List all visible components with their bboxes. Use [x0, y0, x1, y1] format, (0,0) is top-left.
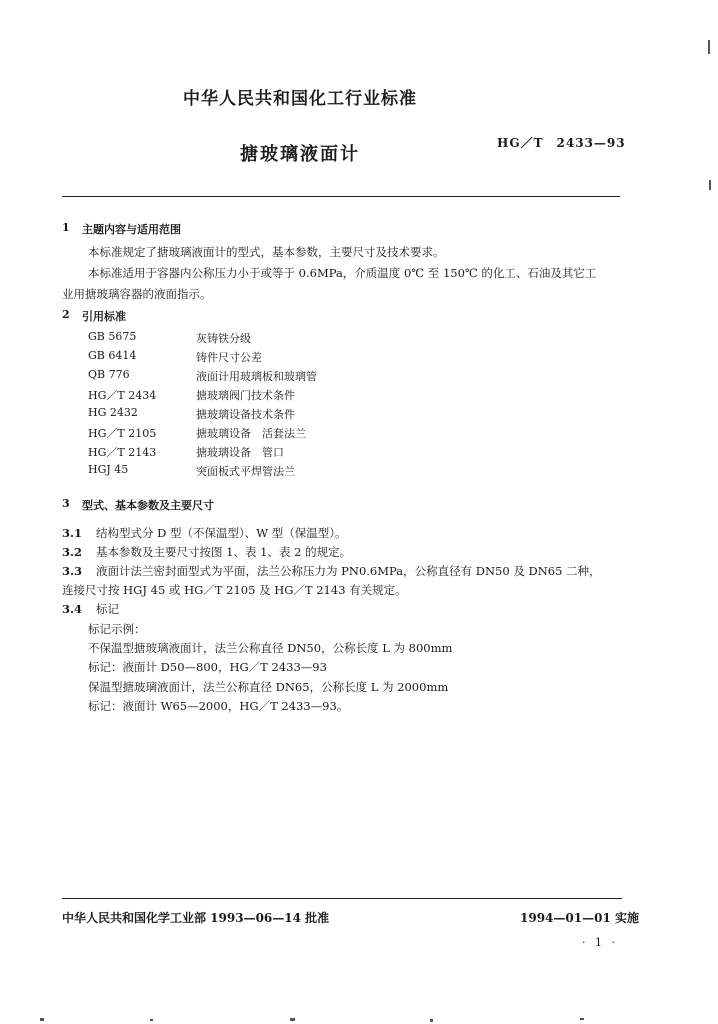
reference-code: HG 2432 — [88, 406, 138, 419]
scan-speck — [709, 180, 711, 190]
reference-description: 液面计用玻璃板和玻璃管 — [196, 370, 317, 383]
standard-code: HG／T 2433—93 — [497, 136, 626, 150]
marking-example-2-mark: 标记：液面计 W65—2000，HG／T 2433—93。 — [88, 699, 349, 713]
marking-example-1-description: 不保温型搪玻璃液面计，法兰公称直径 DN50，公称长度 L 为 800mm — [88, 641, 453, 655]
marking-example-label: 标记示例： — [88, 622, 146, 636]
clause-3-3-number: 3.3 — [62, 564, 83, 578]
section-3-number: 3 — [62, 497, 70, 510]
section-1-heading: 主题内容与适用范围 — [82, 223, 181, 236]
section-1-number: 1 — [62, 221, 70, 234]
section-2-heading: 引用标准 — [82, 310, 126, 323]
page-number: · 1 · — [582, 936, 618, 949]
reference-description: 搪玻璃设备 管口 — [196, 446, 284, 459]
section-3-heading: 型式、基本参数及主要尺寸 — [82, 499, 214, 512]
clause-3-4-number: 3.4 — [62, 602, 83, 616]
section-2-number: 2 — [62, 308, 70, 321]
reference-code: QB 776 — [88, 368, 130, 381]
document-title: 搪玻璃液面计 — [240, 144, 360, 165]
scan-speck — [150, 1019, 153, 1021]
reference-description: 搪玻璃设备技术条件 — [196, 408, 295, 421]
header-divider — [62, 196, 620, 197]
reference-description: 突面板式平焊管法兰 — [196, 465, 295, 478]
clause-3-1-number: 3.1 — [62, 526, 83, 540]
reference-description: 搪玻璃阀门技术条件 — [196, 389, 295, 402]
reference-description: 铸件尺寸公差 — [196, 351, 262, 364]
ministry-title: 中华人民共和国化工行业标准 — [183, 89, 417, 109]
footer-divider — [62, 898, 622, 899]
effective-date: 1994—01—01 实施 — [520, 911, 639, 925]
scan-speck — [290, 1018, 295, 1021]
marking-example-1-mark: 标记：液面计 D50—800，HG／T 2433—93 — [88, 660, 327, 674]
clause-3-2-number: 3.2 — [62, 545, 83, 559]
reference-code: HG／T 2434 — [88, 389, 157, 402]
section-1-paragraph-1: 本标准规定了搪玻璃液面计的型式，基本参数，主要尺寸及技术要求。 — [88, 245, 445, 259]
reference-code: HGJ 45 — [88, 463, 129, 476]
section-1-paragraph-2-line-1: 本标准适用于容器内公称压力小于或等于 0.6MPa，介质温度 0℃ 至 150℃ 的化工、石油及其它工 — [88, 266, 597, 280]
clause-3-2-text: 基本参数及主要尺寸按图 1、表 1、表 2 的规定。 — [96, 545, 352, 559]
scan-speck — [580, 1018, 584, 1020]
reference-code: GB 6414 — [88, 349, 137, 362]
clause-3-4-heading: 标记 — [96, 602, 119, 616]
reference-code: HG／T 2105 — [88, 427, 157, 440]
reference-description: 搪玻璃设备 活套法兰 — [196, 427, 306, 440]
section-1-paragraph-2-line-2: 业用搪玻璃容器的液面指示。 — [62, 287, 212, 301]
reference-code: HG／T 2143 — [88, 446, 157, 459]
clause-3-3-text-line-1: 液面计法兰密封面型式为平面，法兰公称压力为 PN0.6MPa，公称直径有 DN50 及 DN65 二种， — [96, 564, 601, 578]
reference-description: 灰铸铁分级 — [196, 332, 251, 345]
clause-3-3-text-line-2: 连接尺寸按 HGJ 45 或 HG／T 2105 及 HG／T 2143 有关规定。 — [62, 583, 407, 597]
scan-speck — [708, 40, 710, 54]
scan-speck — [40, 1018, 44, 1021]
approval-line: 中华人民共和国化学工业部 1993—06—14 批准 — [62, 911, 330, 925]
clause-3-1-text: 结构型式分 D 型（不保温型）、W 型（保温型）。 — [96, 526, 347, 540]
marking-example-2-description: 保温型搪玻璃液面计，法兰公称直径 DN65，公称长度 L 为 2000mm — [88, 680, 449, 694]
scan-speck — [430, 1019, 433, 1022]
reference-code: GB 5675 — [88, 330, 137, 343]
